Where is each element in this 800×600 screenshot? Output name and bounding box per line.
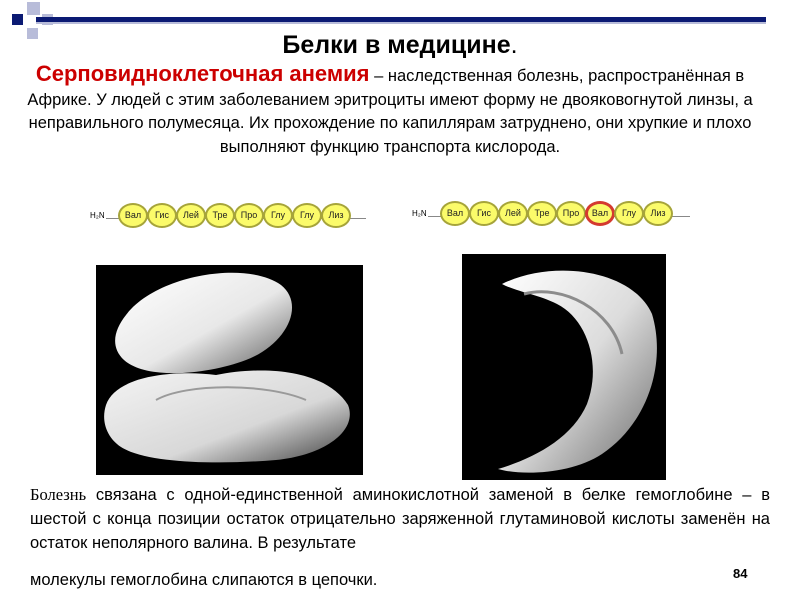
page-number: 84: [733, 566, 748, 581]
corner-square-dark: [12, 14, 23, 25]
normal-peptide-chain: [90, 200, 370, 234]
chain-terminal: H₂N: [90, 211, 105, 220]
mutant-peptide-chain: [412, 198, 692, 232]
disease-term: Серповидноклеточная анемия: [35, 61, 370, 86]
corner-square-light: [27, 2, 40, 15]
body-paragraph: [30, 483, 770, 555]
amino-acid-residue: Глу: [263, 203, 293, 228]
intro-text: – наследственная болезнь, распространённая в Африке. У людей с этим заболеванием эритроциты имеют форму не двояковогнутой линзы, а неправильного полумесяца. Их прохождение по капиллярам затруднено, они хрупкие и плохо выполняют функцию транспорта кислорода.: [27, 67, 753, 156]
amino-acid-residue: Глу: [614, 201, 644, 226]
header-rule-shadow: [36, 22, 766, 24]
amino-acid-residue: Вал: [118, 203, 148, 228]
amino-acid-residue: Про: [234, 203, 264, 228]
amino-acid-residue: Про: [556, 201, 586, 226]
amino-acid-residue: Лей: [498, 201, 528, 226]
amino-acid-residue: Глу: [292, 203, 322, 228]
amino-acid-residue: Лиз: [321, 203, 351, 228]
body-text: связана с одной-единственной аминокислотной заменой в белке гемоглобине – в шестой с конца позиции остаток отрицательно заряженной глутаминовой кислоты заменён на остаток неполярного валина. В результате: [30, 486, 770, 552]
normal-erythrocyte-micrograph: [96, 265, 363, 475]
amino-acid-residue: Гис: [147, 203, 177, 228]
amino-acid-residue: Тре: [527, 201, 557, 226]
amino-acid-residue: Вал: [440, 201, 470, 226]
amino-acid-residue: Гис: [469, 201, 499, 226]
body-last-line: молекулы гемоглобина слипаются в цепочки.: [30, 571, 378, 589]
mutated-residue: Вал: [585, 201, 615, 226]
amino-acid-residue: Лиз: [643, 201, 673, 226]
body-first-word: Болезнь: [30, 485, 87, 504]
amino-acid-residue: Лей: [176, 203, 206, 228]
sickle-cell-micrograph: [462, 254, 666, 480]
intro-paragraph: [8, 62, 772, 159]
slide-title: Белки в медицине.: [282, 31, 518, 59]
amino-acid-residue: Тре: [205, 203, 235, 228]
chain-terminal: H₂N: [412, 209, 427, 218]
